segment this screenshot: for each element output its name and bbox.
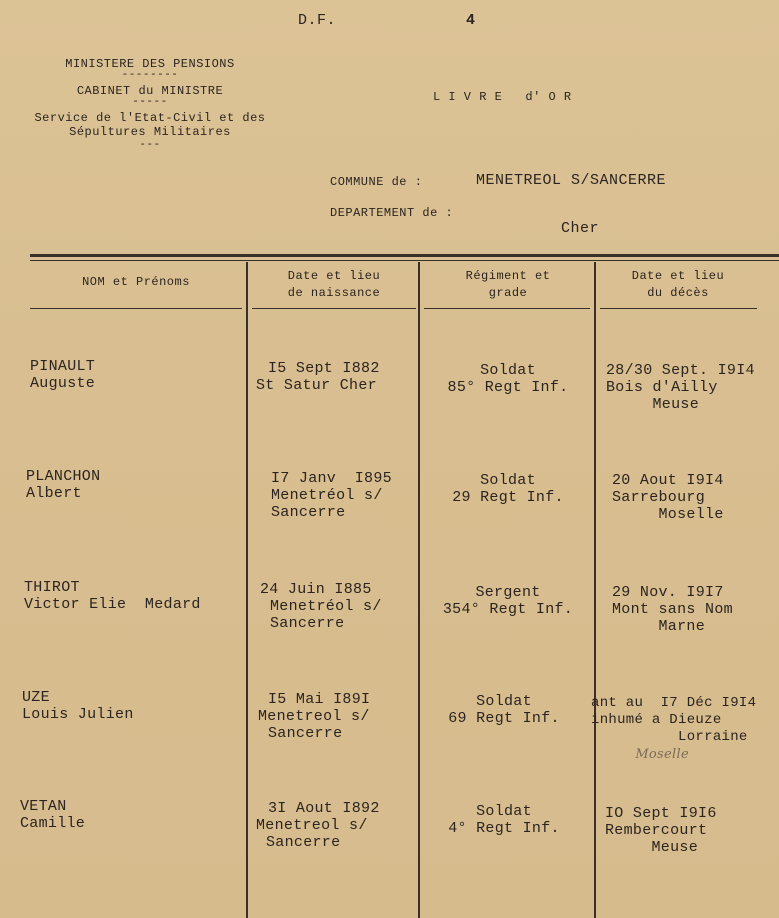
- row-death-place: Rembercourt: [605, 822, 708, 839]
- row-death-region: Meuse: [606, 396, 700, 413]
- row-death-date: 29 Nov. I9I7: [612, 584, 724, 601]
- row-death-region: Lorraine: [591, 729, 748, 745]
- row-birth-place-2: Sancerre: [268, 725, 343, 742]
- row-death: [606, 362, 755, 413]
- row-birth-date: I7 Janv I895: [271, 470, 392, 487]
- row-death-place: Mont sans Nom: [612, 601, 733, 618]
- document-ref: D.F.: [298, 12, 337, 29]
- row-birth-date: 3I Aout I892: [268, 800, 380, 817]
- table-top-rule-thin: [30, 260, 779, 261]
- row-grade: Soldat: [480, 472, 536, 489]
- row-regiment-name: 354° Regt Inf.: [442, 601, 574, 618]
- service-line-1: Service de l'Etat-Civil et des: [34, 111, 266, 125]
- row-surname: THIROT: [24, 579, 80, 596]
- row-name: [20, 798, 85, 832]
- row-birth: [260, 581, 382, 632]
- table-top-rule: [30, 254, 779, 257]
- column-header-text: NOM et Prénoms: [82, 275, 190, 289]
- row-death-place: inhumé a Dieuze: [591, 712, 722, 728]
- row-birth-place: St Satur Cher: [256, 377, 377, 394]
- header-underline: [600, 308, 757, 309]
- row-death-date: 28/30 Sept. I9I4: [606, 362, 755, 379]
- row-death: [612, 472, 724, 523]
- row-death-handwritten-note: Moselle: [591, 747, 689, 762]
- row-firstname: Auguste: [30, 375, 96, 392]
- row-birth: [256, 360, 380, 394]
- column-divider: [594, 262, 596, 918]
- service-line-2: Sépultures Militaires: [69, 125, 231, 139]
- row-birth-date: I5 Mai I89I: [268, 691, 371, 708]
- row-death-place: Sarrebourg: [612, 489, 706, 506]
- row-grade: Soldat: [476, 693, 532, 710]
- column-header-regiment: [422, 268, 594, 302]
- column-header-text: Date et lieu: [631, 269, 725, 283]
- departement-label: DEPARTEMENT de :: [330, 206, 454, 220]
- ministry-name: MINISTERE DES PENSIONS: [65, 57, 235, 71]
- page-number: 4: [466, 12, 476, 29]
- header-underline: [252, 308, 416, 309]
- row-death: [605, 805, 717, 856]
- row-death-region: Moselle: [612, 506, 724, 523]
- row-firstname: Albert: [26, 485, 82, 502]
- separator: ---: [139, 139, 161, 151]
- row-regiment-name: 4° Regt Inf.: [448, 820, 560, 837]
- row-name: [26, 468, 100, 502]
- row-regiment-name: 29 Regt Inf.: [452, 489, 564, 506]
- column-header-death: [598, 268, 758, 302]
- row-birth-place: Menetréol s/: [270, 598, 382, 615]
- commune-label: COMMUNE de :: [330, 175, 423, 189]
- row-regiment: [418, 693, 590, 727]
- separator: -----: [132, 96, 168, 108]
- row-regiment-name: 69 Regt Inf.: [448, 710, 560, 727]
- column-header-text: de naissance: [287, 286, 381, 300]
- row-death-date: ant au I7 Déc I9I4: [591, 695, 757, 711]
- row-regiment: [422, 362, 594, 396]
- row-surname: PINAULT: [30, 358, 96, 375]
- header-underline: [424, 308, 590, 309]
- livre-dor-title: L I V R E d' O R: [433, 90, 572, 104]
- row-firstname: Louis Julien: [22, 706, 134, 723]
- commune-value: MENETREOL S/SANCERRE: [476, 172, 667, 189]
- row-death-place: Bois d'Ailly: [606, 379, 718, 396]
- row-birth: [258, 691, 370, 742]
- row-death-date: 20 Aout I9I4: [612, 472, 724, 489]
- row-birth-place-2: Sancerre: [270, 615, 345, 632]
- row-name: [30, 358, 95, 392]
- row-birth: [256, 800, 380, 851]
- row-regiment-name: 85° Regt Inf.: [447, 379, 569, 396]
- departement-value: Cher: [561, 220, 600, 237]
- row-death-region: Meuse: [605, 839, 699, 856]
- column-header-birth: [250, 268, 418, 302]
- row-regiment: [422, 584, 594, 618]
- row-surname: UZE: [22, 689, 50, 706]
- row-death-date: IO Sept I9I6: [605, 805, 717, 822]
- row-regiment: [418, 803, 590, 837]
- row-name: [22, 689, 134, 723]
- row-birth-date: 24 Juin I885: [260, 581, 372, 598]
- row-birth: [271, 470, 392, 521]
- separator: --------: [121, 69, 179, 81]
- column-header-text: Régiment et: [465, 269, 551, 283]
- row-grade: Sergent: [475, 584, 541, 601]
- row-death-region: Marne: [612, 618, 706, 635]
- cabinet-name: CABINET du MINISTRE: [76, 84, 224, 98]
- row-birth-place-2: Sancerre: [271, 504, 346, 521]
- column-divider: [246, 262, 248, 918]
- column-header-text: Date et lieu: [287, 269, 381, 283]
- row-birth-place: Menetreol s/: [256, 817, 368, 834]
- row-regiment: [422, 472, 594, 506]
- row-name: [24, 579, 201, 613]
- row-death: [591, 695, 756, 763]
- row-grade: Soldat: [480, 362, 536, 379]
- column-header-text: du décès: [647, 286, 709, 300]
- row-birth-place-2: Sancerre: [266, 834, 341, 851]
- row-death: [612, 584, 733, 635]
- row-grade: Soldat: [476, 803, 532, 820]
- row-birth-date: I5 Sept I882: [268, 360, 380, 377]
- row-firstname: Camille: [20, 815, 86, 832]
- header-underline: [30, 308, 242, 309]
- row-surname: VETAN: [20, 798, 67, 815]
- row-surname: PLANCHON: [26, 468, 101, 485]
- row-birth-place: Menetréol s/: [271, 487, 383, 504]
- column-header-name: [30, 275, 242, 289]
- row-firstname: Victor Elie Medard: [24, 596, 201, 613]
- row-birth-place: Menetreol s/: [258, 708, 370, 725]
- ministry-block: [30, 57, 270, 150]
- column-header-text: grade: [488, 286, 528, 300]
